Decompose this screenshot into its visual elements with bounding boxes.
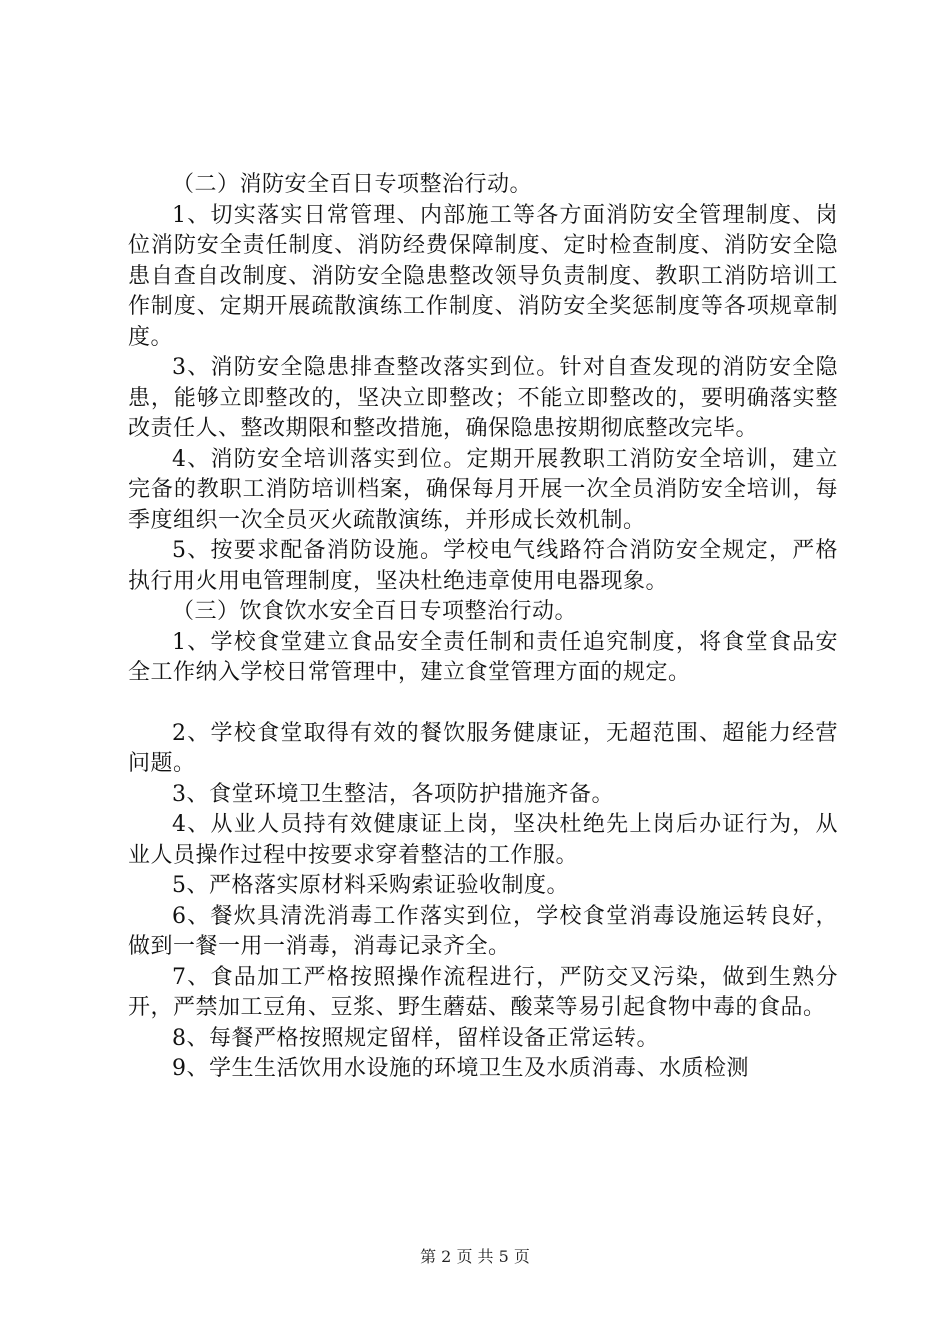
paragraph: 7、食品加工严格按照操作流程进行，严防交叉污染，做到生熟分开，严禁加工豆角、豆浆、野生蘑菇、酸菜等易引起食物中毒的食品。 [128,964,838,1020]
paragraph-spacer [128,689,838,719]
paragraph: 8、每餐严格按照规定留样，留样设备正常运转。 [172,1025,659,1051]
paragraph: 3、食堂环境卫生整洁，各项防护措施齐备。 [172,781,614,807]
paragraph: 1、切实落实日常管理、内部施工等各方面消防安全管理制度、岗位消防安全责任制度、消防经费保障制度、定时检查制度、消防安全隐患自查自改制度、消防安全隐患整改领导负责制度、教职工消防培训工作制度、定期开展疏散演练工作制度、消防安全奖惩制度等各项规章制度。 [128,202,838,350]
paragraph: 4、从业人员持有效健康证上岗，坚决杜绝先上岗后办证行为，从业人员操作过程中按要求穿着整洁的工作服。 [128,812,838,868]
paragraph: 3、消防安全隐患排查整改落实到位。针对自查发现的消防安全隐患，能够立即整改的，坚决立即整改；不能立即整改的，要明确落实整改责任人、整改期限和整改措施，确保隐患按期彻底整改完毕。 [128,355,838,441]
paragraph: 5、严格落实原材料采购索证验收制度。 [172,873,569,898]
document-body [128,170,838,1085]
page-number-footer: 第 2 页 共 5 页 [420,1247,530,1266]
paragraph: 6、餐炊具清洗消毒工作落实到位，学校食堂消毒设施运转良好，做到一餐一用一消毒，消毒记录齐全。 [128,903,838,959]
paragraph: 2、学校食堂取得有效的餐饮服务健康证，无超范围、超能力经营问题。 [128,720,838,776]
paragraph: 1、学校食堂建立食品安全责任制和责任追究制度，将食堂食品安全工作纳入学校日常管理中，建立食堂管理方面的规定。 [128,629,838,685]
paragraph: 4、消防安全培训落实到位。定期开展教职工消防安全培训，建立完备的教职工消防培训档案，确保每月开展一次全员消防安全培训，每季度组织一次全员灭火疏散演练，并形成长效机制。 [128,446,838,533]
paragraph: 9、学生生活饮用水设施的环境卫生及水质消毒、水质检测 [172,1056,749,1081]
section-heading-fire-safety: （二）消防安全百日专项整治行动。 [172,172,533,197]
paragraph: 5、按要求配备消防设施。学校电气线路符合消防安全规定，严格执行用火用电管理制度，坚决杜绝违章使用电器现象。 [128,538,838,594]
section-heading-food-safety: （三）饮食饮水安全百日专项整治行动。 [172,599,578,624]
